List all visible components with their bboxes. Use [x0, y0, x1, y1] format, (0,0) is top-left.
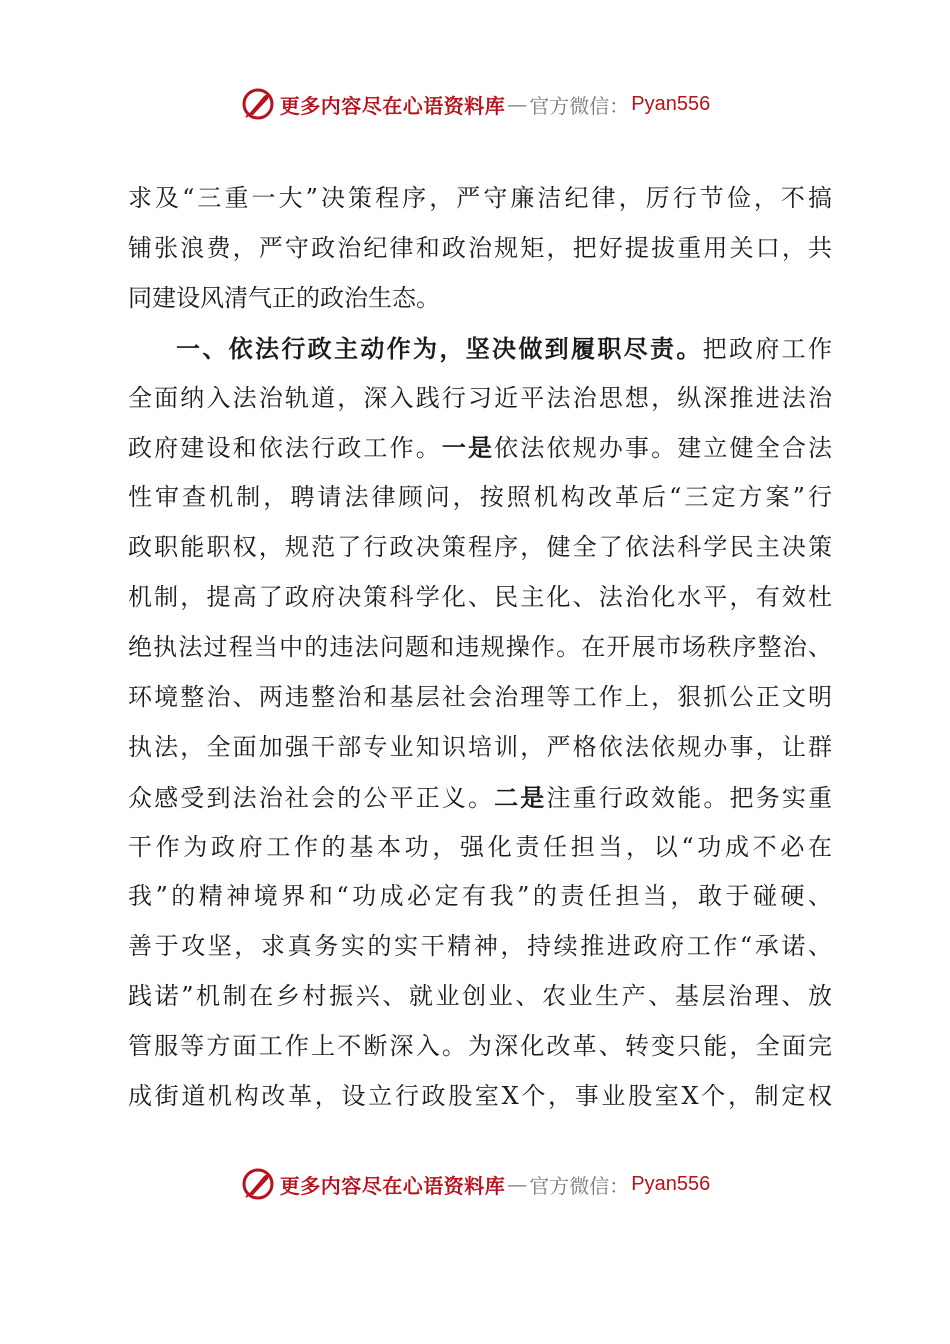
- banner-site-name: 更多内容尽在心语资料库: [279, 93, 506, 118]
- banner-wechat-label: 官方微信：: [529, 1173, 630, 1198]
- footer-banner: [0, 1164, 950, 1204]
- text-span: 依法依规办事。建立健全合法: [494, 434, 833, 463]
- banner-wechat-id: Pyan556: [631, 1172, 711, 1195]
- quill-logo-icon: [240, 1166, 276, 1202]
- quill-logo-icon: [240, 86, 276, 122]
- text-line: 干作为政府工作的基本功，强化责任担当，以“功成不必在: [128, 832, 832, 861]
- text-span: 众感受到法治社会的公平正义。: [128, 783, 495, 812]
- text-span: 注重行政效能。把务实重: [546, 783, 833, 812]
- text-span: 政府建设和依法行政工作。: [128, 434, 442, 463]
- text-line: 善于攻坚，求真务实的实干精神，持续推进政府工作“承诺、: [128, 932, 832, 961]
- text-line: 环境整治、两违整治和基层社会治理等工作上，狠抓公正文明: [128, 682, 832, 711]
- text-line: [128, 423, 832, 473]
- section-heading-line: [128, 324, 832, 374]
- text-line: 成街道机构改革，设立行政股室X个，事业股室X个，制定权: [128, 1082, 832, 1111]
- text-line: 性审查机制，聘请法律顾问，按照机构改革后“三定方案”行: [128, 483, 832, 512]
- text-line: [128, 773, 832, 823]
- text-line: 政职能职权，规范了行政决策程序，健全了依法科学民主决策: [128, 533, 832, 562]
- banner-wechat-label: 官方微信：: [529, 93, 630, 118]
- section-heading: 一、依法行政主动作为，坚决做到履职尽责。: [176, 333, 703, 363]
- text-line: 机制，提高了政府决策科学化、民主化、法治化水平，有效杜: [128, 583, 832, 612]
- banner-wechat-id: Pyan556: [631, 92, 711, 115]
- document-body: [128, 174, 832, 1122]
- text-line: 铺张浪费，严守政治纪律和政治规矩，把好提拔重用关口，共: [128, 233, 832, 262]
- text-span: 把政府工作: [702, 334, 833, 363]
- text-line: 绝执法过程当中的违法问题和违规操作。在开展市场秩序整治、: [128, 633, 832, 662]
- text-line: 我”的精神境界和“功成必定有我”的责任担当，敢于碰硬、: [128, 882, 832, 911]
- text-line: 执法，全面加强干部专业知识培训，严格依法依规办事，让群: [128, 732, 832, 761]
- banner-dash: —: [507, 92, 528, 116]
- text-line: 全面纳入法治轨道，深入践行习近平法治思想，纵深推进法治: [128, 383, 832, 412]
- point-marker-2: 二是: [494, 782, 547, 812]
- text-line: 求及“三重一大”决策程序，严守廉洁纪律，厉行节俭，不搞: [128, 184, 832, 212]
- banner-site-name: 更多内容尽在心语资料库: [279, 1173, 506, 1198]
- text-line: 同建设风清气正的政治生态。: [128, 283, 440, 312]
- header-banner: [0, 84, 950, 124]
- text-line: 管服等方面工作上不断深入。为深化改革、转变只能，全面完: [128, 1032, 832, 1061]
- text-line: 践诺”机制在乡村振兴、就业创业、农业生产、基层治理、放: [128, 982, 832, 1011]
- banner-dash: —: [507, 1172, 528, 1196]
- point-marker-1: 一是: [441, 433, 495, 463]
